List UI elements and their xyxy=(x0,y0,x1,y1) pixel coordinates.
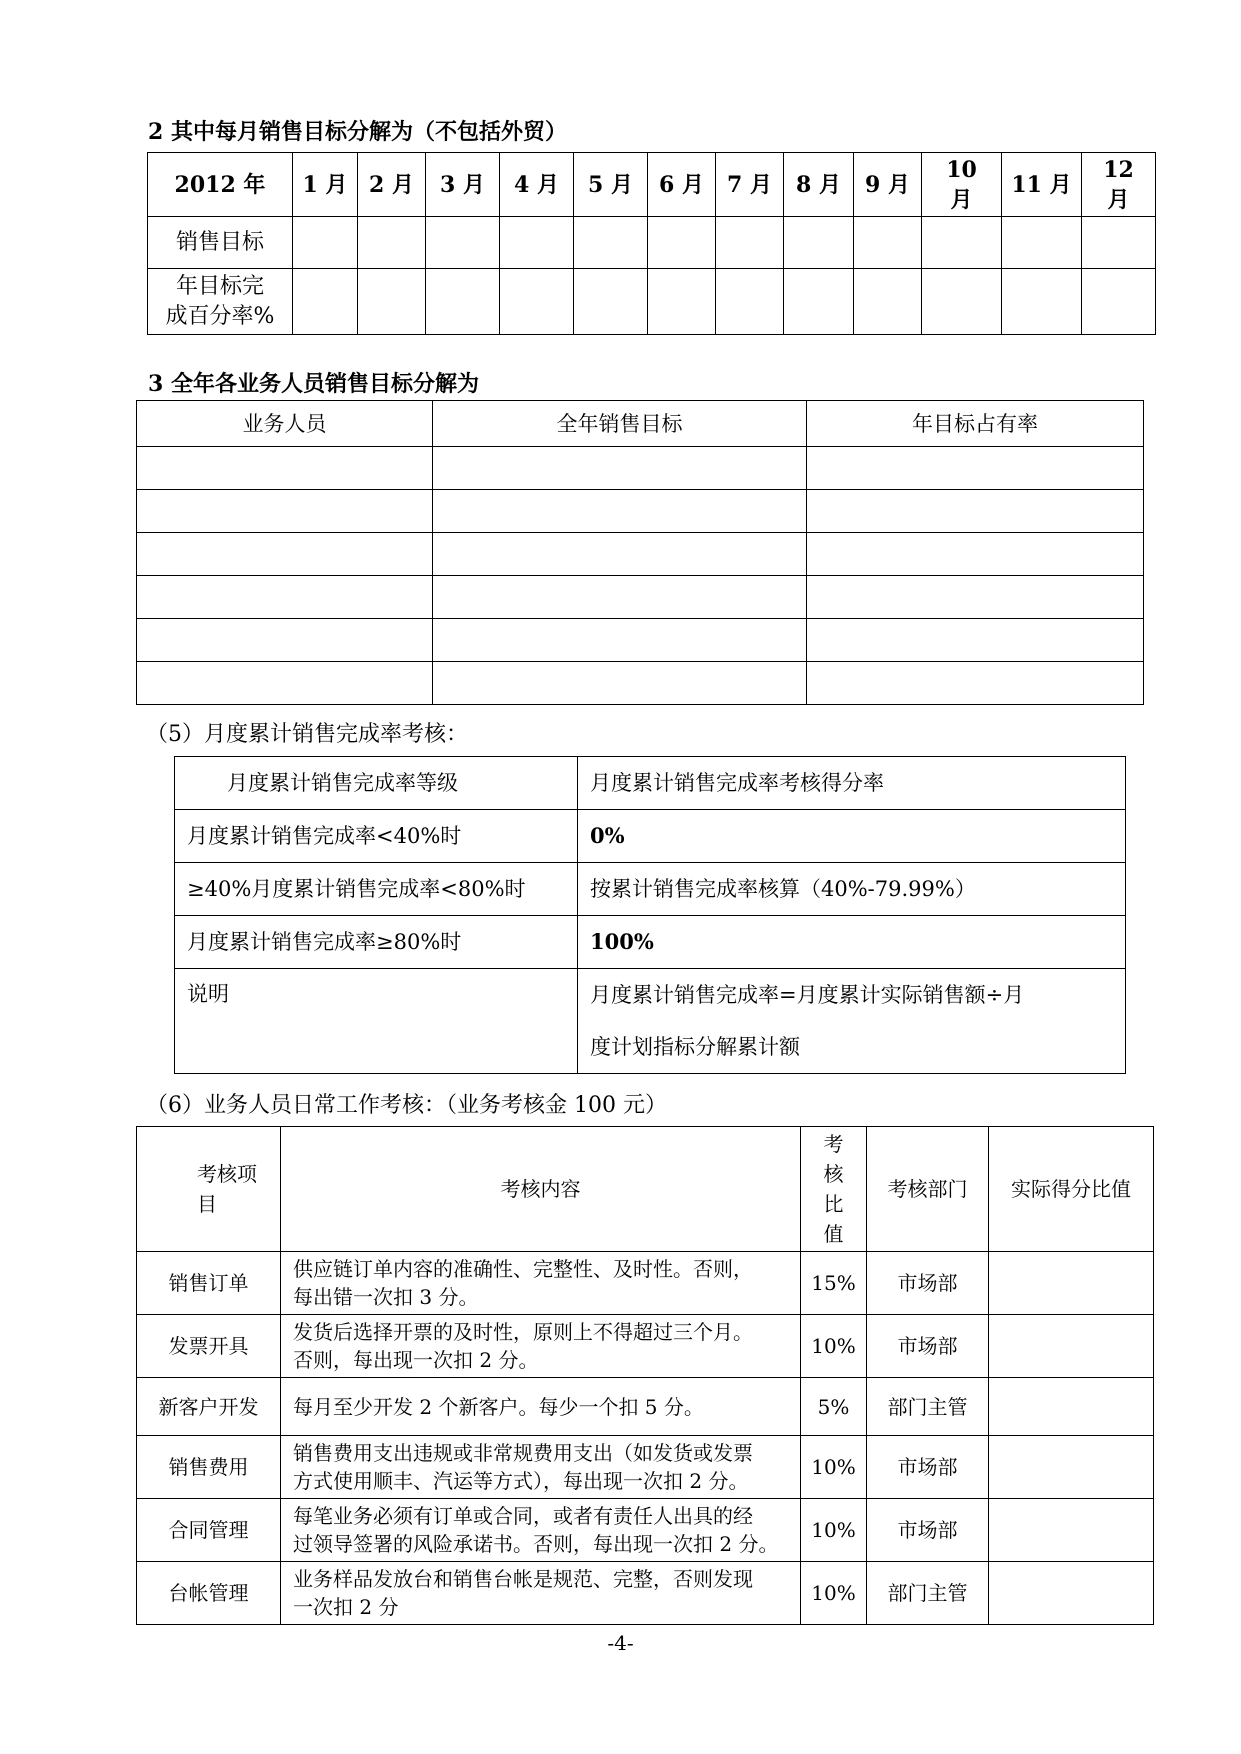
header-line: 值 xyxy=(823,1222,844,1246)
section3-heading: 3 全年各业务人员销售目标分解为 xyxy=(148,371,479,397)
month-cell: 7 月 xyxy=(716,153,784,217)
table-row xyxy=(137,533,1144,576)
header-line: 考核项 xyxy=(197,1162,257,1186)
header-line: 考 xyxy=(823,1132,844,1156)
ratio-cell: 10% xyxy=(801,1436,867,1499)
month-cell: 1 月 xyxy=(293,153,358,217)
content-line: 每出错一次扣 3 分。 xyxy=(293,1285,479,1309)
monthly-target-table xyxy=(147,152,1156,335)
rate-score: 0% xyxy=(578,810,1126,863)
table-row xyxy=(175,810,1126,863)
table-row xyxy=(137,1252,1154,1315)
header-line: 比 xyxy=(823,1192,844,1216)
header-line: 核 xyxy=(823,1162,844,1186)
content-line: 过领导签署的风险承诺书。否则，每出现一次扣 2 分。 xyxy=(293,1532,779,1556)
content-line: 一次扣 2 分 xyxy=(293,1595,399,1619)
row-label xyxy=(148,269,293,335)
month-line: 月 xyxy=(950,186,973,213)
staff-target-table xyxy=(136,400,1144,705)
content-line: 否则，每出现一次扣 2 分。 xyxy=(293,1348,539,1372)
table-row xyxy=(137,1436,1154,1499)
column-header: 业务人员 xyxy=(137,401,433,447)
dept-cell: 市场部 xyxy=(867,1436,989,1499)
column-header: 全年销售目标 xyxy=(433,401,807,447)
section6-heading: （6）业务人员日常工作考核：（业务考核金 100 元） xyxy=(146,1093,667,1118)
row-label-line: 成百分率% xyxy=(165,303,275,329)
note-line: 月度累计销售完成率=月度累计实际销售额÷月 xyxy=(590,983,1025,1007)
work-header-row xyxy=(137,1127,1154,1252)
note-line: 度计划指标分解累计额 xyxy=(590,1035,800,1059)
rate-level: 月度累计销售完成率≥80%时 xyxy=(175,916,578,969)
rate-level: ≥40%月度累计销售完成率<80%时 xyxy=(175,863,578,916)
content-line: 每笔业务必须有订单或合同，或者有责任人出具的经 xyxy=(293,1504,753,1528)
staff-header-row xyxy=(137,401,1144,447)
score-cell[interactable] xyxy=(989,1378,1154,1436)
note-text xyxy=(578,969,1126,1074)
rate-score: 按累计销售完成率核算（40%-79.99%） xyxy=(578,863,1126,916)
completion-rate-row xyxy=(148,269,1156,335)
table-row xyxy=(137,1562,1154,1625)
month-cell xyxy=(1082,153,1156,217)
score-cell[interactable] xyxy=(989,1252,1154,1315)
table-row xyxy=(137,619,1144,662)
table-row xyxy=(137,576,1144,619)
month-cell: 8 月 xyxy=(784,153,854,217)
content-line: 销售费用支出违规或非常规费用支出（如发货或发票 xyxy=(293,1441,753,1465)
rate-level: 月度累计销售完成率<40%时 xyxy=(175,810,578,863)
content-line: 业务样品发放台和销售台帐是规范、完整，否则发现 xyxy=(293,1567,753,1591)
table-row xyxy=(175,863,1126,916)
column-header: 月度累计销售完成率考核得分率 xyxy=(578,757,1126,810)
dept-cell: 市场部 xyxy=(867,1499,989,1562)
note-row xyxy=(175,969,1126,1074)
year-cell: 2012 年 xyxy=(148,153,293,217)
note-label: 说明 xyxy=(175,969,578,1074)
item-cell: 新客户开发 xyxy=(137,1378,281,1436)
table-row xyxy=(137,662,1144,705)
dept-cell: 市场部 xyxy=(867,1315,989,1378)
dept-cell: 市场部 xyxy=(867,1252,989,1315)
month-cell: 6 月 xyxy=(648,153,716,217)
content-line: 发货后选择开票的及时性，原则上不得超过三个月。 xyxy=(293,1320,753,1344)
month-cell: 11 月 xyxy=(1002,153,1082,217)
month-cell xyxy=(922,153,1002,217)
section2-heading: 2 其中每月销售目标分解为（不包括外贸） xyxy=(148,119,567,145)
score-cell[interactable] xyxy=(989,1562,1154,1625)
sales-target-row xyxy=(148,217,1156,269)
item-cell: 销售订单 xyxy=(137,1252,281,1315)
ratio-cell: 10% xyxy=(801,1315,867,1378)
row-label-line: 年目标完 xyxy=(175,273,264,299)
column-header: 考核内容 xyxy=(281,1127,801,1252)
item-cell: 销售费用 xyxy=(137,1436,281,1499)
monthly-rate-table xyxy=(174,756,1126,1074)
column-header xyxy=(137,1127,281,1252)
table-row xyxy=(137,490,1144,533)
rate-header-row xyxy=(175,757,1126,810)
month-cell: 9 月 xyxy=(854,153,922,217)
ratio-cell: 10% xyxy=(801,1562,867,1625)
table-row xyxy=(137,447,1144,490)
content-cell xyxy=(281,1252,801,1315)
table-row xyxy=(137,1315,1154,1378)
daily-work-table xyxy=(136,1126,1154,1625)
content-line: 每月至少开发 2 个新客户。每少一个扣 5 分。 xyxy=(293,1394,704,1419)
content-line: 方式使用顺丰、汽运等方式），每出现一次扣 2 分。 xyxy=(293,1469,749,1493)
header-line: 目 xyxy=(197,1192,217,1216)
rate-score: 100% xyxy=(578,916,1126,969)
dept-cell: 部门主管 xyxy=(867,1562,989,1625)
table-row xyxy=(175,916,1126,969)
column-header: 实际得分比值 xyxy=(989,1127,1154,1252)
page-number: -4- xyxy=(607,1631,634,1655)
ratio-cell: 5% xyxy=(801,1378,867,1436)
month-cell: 3 月 xyxy=(426,153,500,217)
column-header xyxy=(801,1127,867,1252)
item-cell: 台帐管理 xyxy=(137,1562,281,1625)
content-cell xyxy=(281,1315,801,1378)
section5-heading: （5）月度累计销售完成率考核： xyxy=(146,722,468,747)
month-cell: 2 月 xyxy=(358,153,426,217)
monthly-header-row xyxy=(148,153,1156,217)
month-cell: 5 月 xyxy=(574,153,648,217)
score-cell[interactable] xyxy=(989,1436,1154,1499)
content-line: 供应链订单内容的准确性、完整性、及时性。否则， xyxy=(293,1257,753,1281)
table-row xyxy=(137,1378,1154,1436)
item-cell: 发票开具 xyxy=(137,1315,281,1378)
score-cell[interactable] xyxy=(989,1315,1154,1378)
month-line: 月 xyxy=(1107,186,1130,213)
content-cell xyxy=(281,1378,801,1436)
column-header: 月度累计销售完成率等级 xyxy=(175,757,578,810)
content-cell xyxy=(281,1436,801,1499)
score-cell[interactable] xyxy=(989,1499,1154,1562)
content-cell xyxy=(281,1562,801,1625)
month-line: 10 xyxy=(946,156,977,183)
row-label: 销售目标 xyxy=(148,217,293,269)
item-cell: 合同管理 xyxy=(137,1499,281,1562)
month-line: 12 xyxy=(1103,156,1134,183)
dept-cell: 部门主管 xyxy=(867,1378,989,1436)
column-header: 考核部门 xyxy=(867,1127,989,1252)
content-cell xyxy=(281,1499,801,1562)
month-cell: 4 月 xyxy=(500,153,574,217)
table-row xyxy=(137,1499,1154,1562)
ratio-cell: 15% xyxy=(801,1252,867,1315)
ratio-cell: 10% xyxy=(801,1499,867,1562)
column-header: 年目标占有率 xyxy=(807,401,1144,447)
